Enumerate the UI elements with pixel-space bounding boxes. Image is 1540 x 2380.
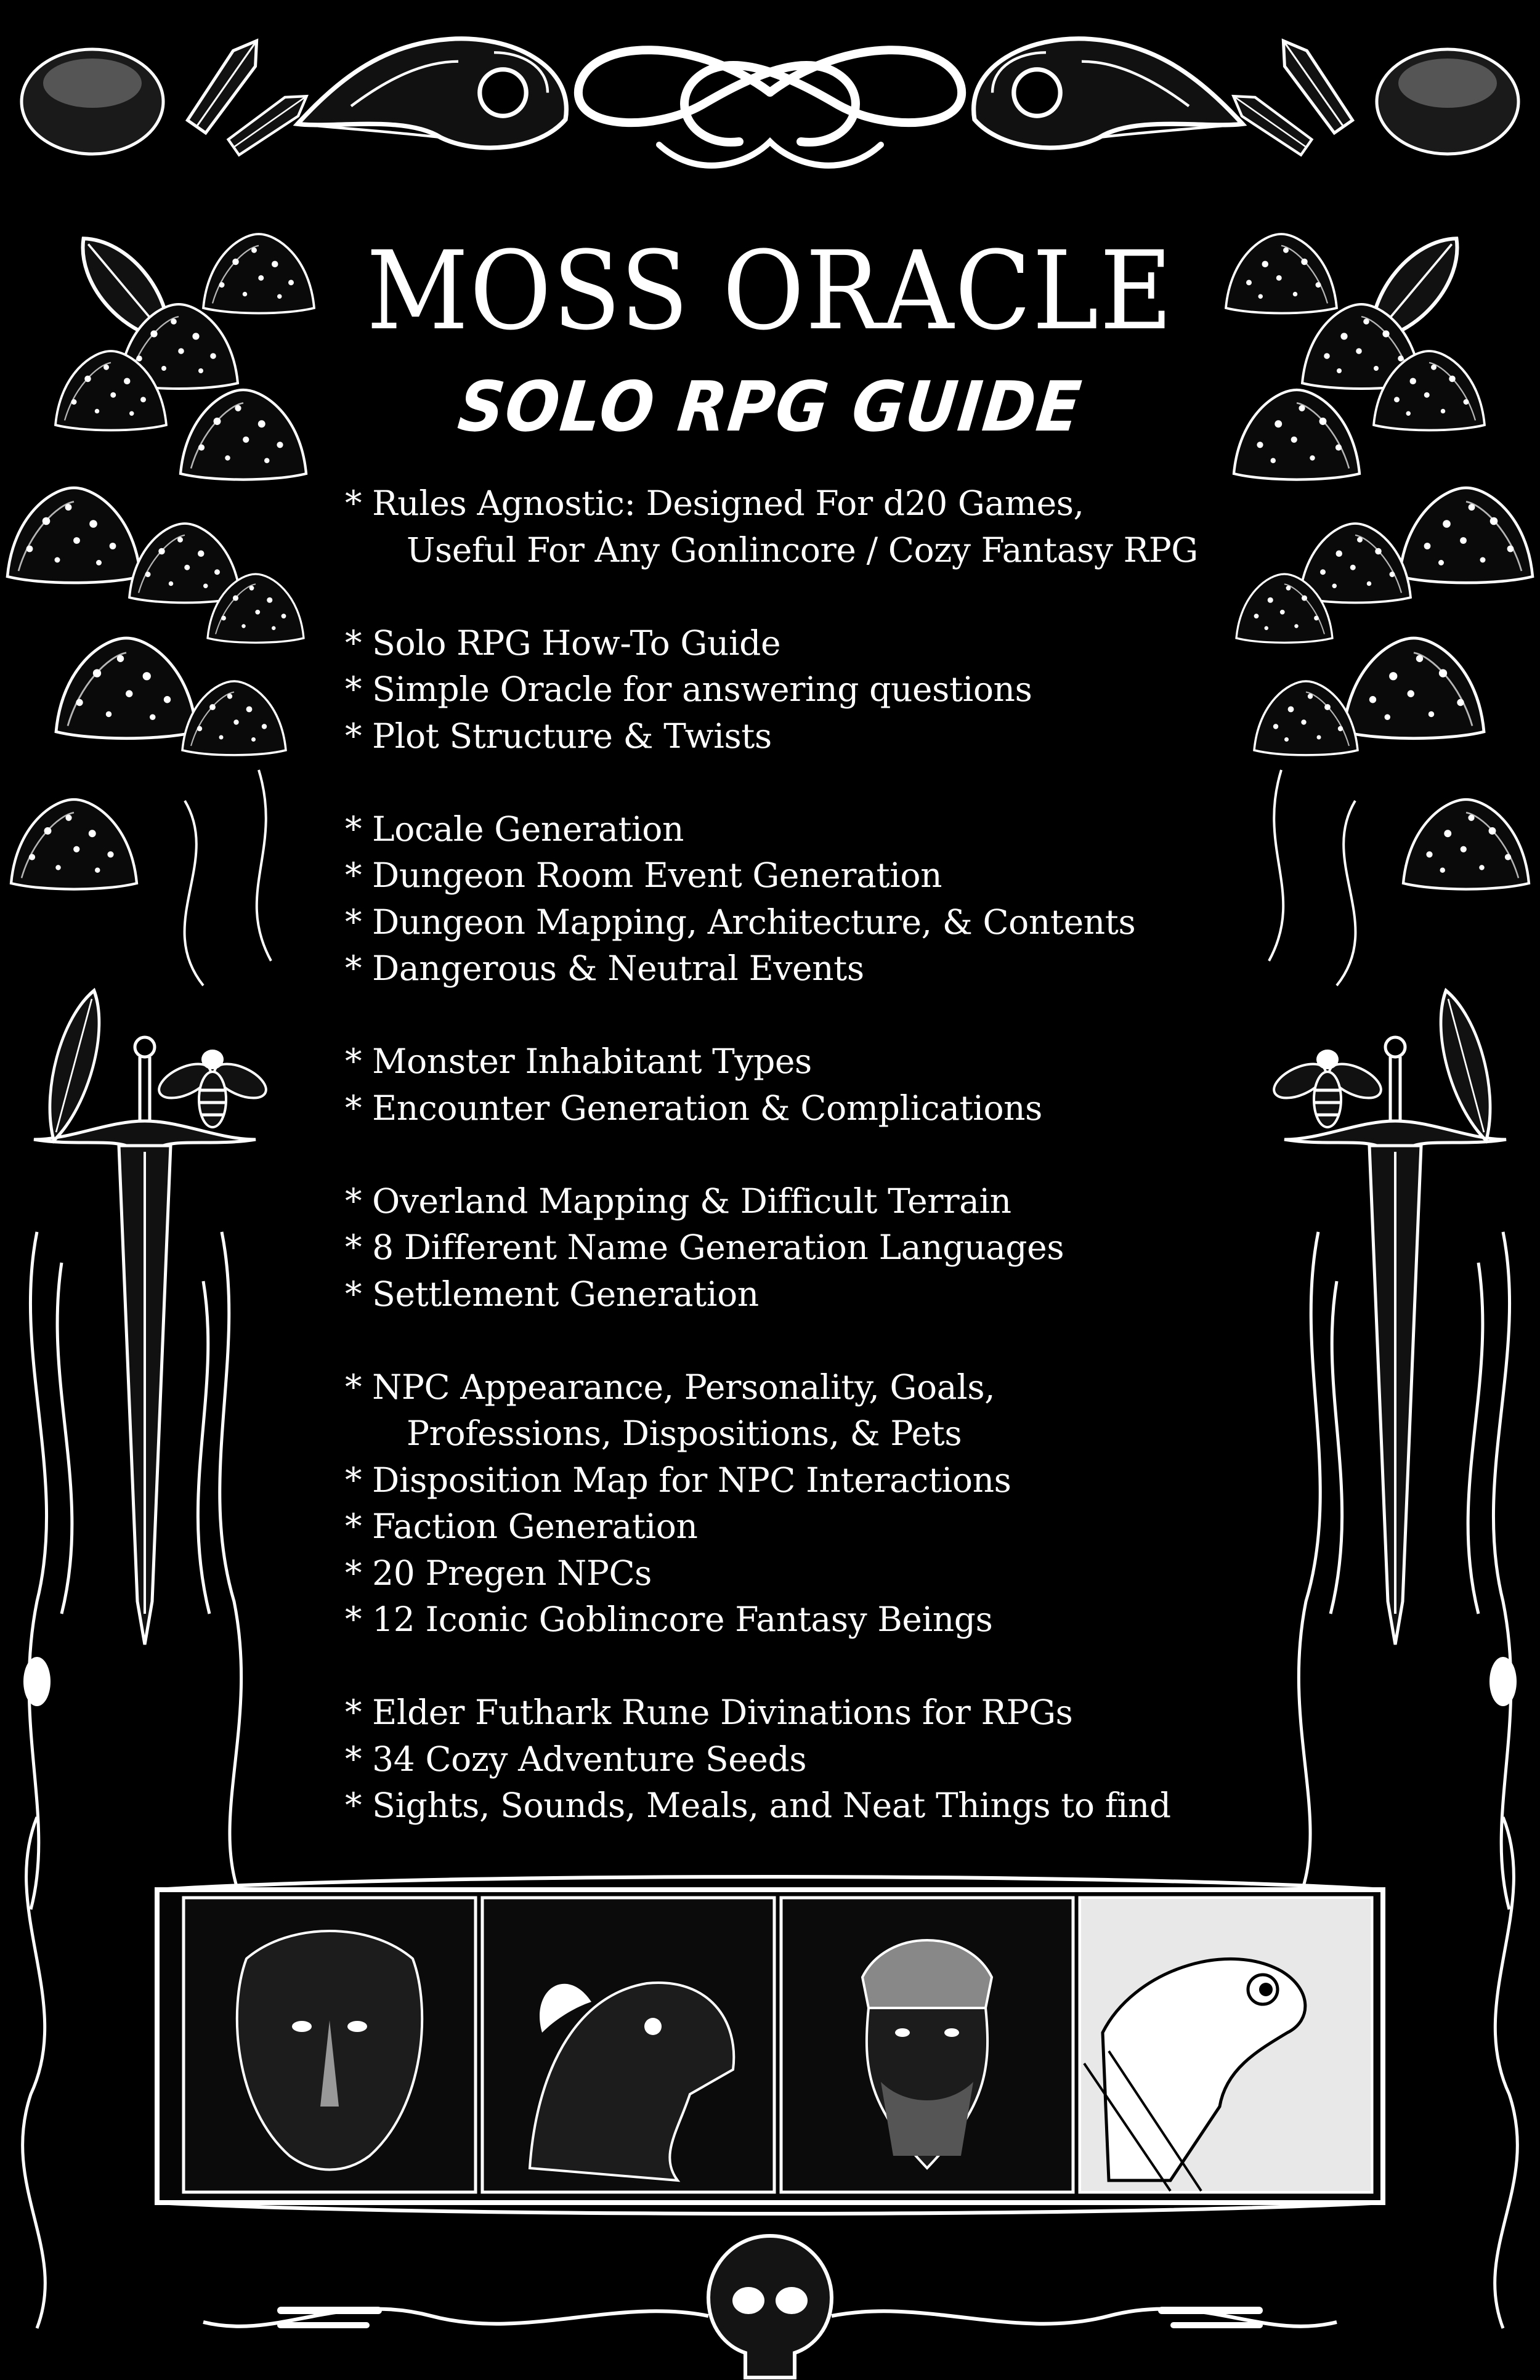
list-item-continuation: Useful For Any Gonlincore / Cozy Fantasy RPG <box>407 530 1198 570</box>
list-item: * Overland Mapping & Difficult Terrain <box>345 1181 1011 1221</box>
list-item: * Sights, Sounds, Meals, and Neat Things to find <box>345 1786 1171 1825</box>
list-item: * Dangerous & Neutral Events <box>345 949 864 988</box>
list-item: * Faction Generation <box>345 1507 698 1546</box>
list-item: * Settlement Generation <box>345 1274 759 1314</box>
list-item: * Plot Structure & Twists <box>345 716 772 756</box>
feature-group <box>345 1038 1269 1131</box>
list-item: * Disposition Map for NPC Interactions <box>345 1460 1011 1500</box>
feature-list <box>345 480 1269 1829</box>
feature-group <box>345 620 1269 760</box>
list-item: * NPC Appearance, Personality, Goals, <box>345 1367 995 1407</box>
feature-group <box>345 480 1269 573</box>
skull-icon <box>708 2236 832 2378</box>
dwarf-portrait <box>781 1898 1073 2192</box>
feature-group <box>345 1364 1269 1643</box>
list-item: * Dungeon Room Event Generation <box>345 856 942 895</box>
list-item: * 34 Cozy Adventure Seeds <box>345 1739 807 1779</box>
list-item: * Solo RPG How-To Guide <box>345 623 781 663</box>
feature-group <box>345 806 1269 992</box>
page-subtitle: SOLO RPG GUIDE <box>454 367 1086 447</box>
list-item: * Encounter Generation & Complications <box>345 1088 1043 1128</box>
list-item: * Rules Agnostic: Designed For d20 Games, <box>345 484 1084 523</box>
list-item-continuation: Professions, Dispositions, & Pets <box>407 1414 962 1453</box>
goblin-portrait <box>184 1898 476 2192</box>
list-item: * Monster Inhabitant Types <box>345 1042 812 1081</box>
eagle-portrait <box>482 1898 774 2192</box>
list-item: * Locale Generation <box>345 809 684 849</box>
lizard-portrait <box>1080 1898 1372 2192</box>
list-item: * 12 Iconic Goblincore Fantasy Beings <box>345 1600 993 1639</box>
feature-group <box>345 1690 1269 1829</box>
list-item: * Elder Futhark Rune Divinations for RPGs <box>345 1693 1073 1732</box>
page-title: MOSS ORACLE <box>366 228 1174 354</box>
list-item: * Simple Oracle for answering questions <box>345 670 1032 709</box>
list-item: * Dungeon Mapping, Architecture, & Contents <box>345 902 1136 942</box>
list-item: * 20 Pregen NPCs <box>345 1553 652 1593</box>
thorn-knot-icon <box>578 50 962 166</box>
feature-group <box>345 1178 1269 1318</box>
list-item: * 8 Different Name Generation Languages <box>345 1228 1064 1267</box>
